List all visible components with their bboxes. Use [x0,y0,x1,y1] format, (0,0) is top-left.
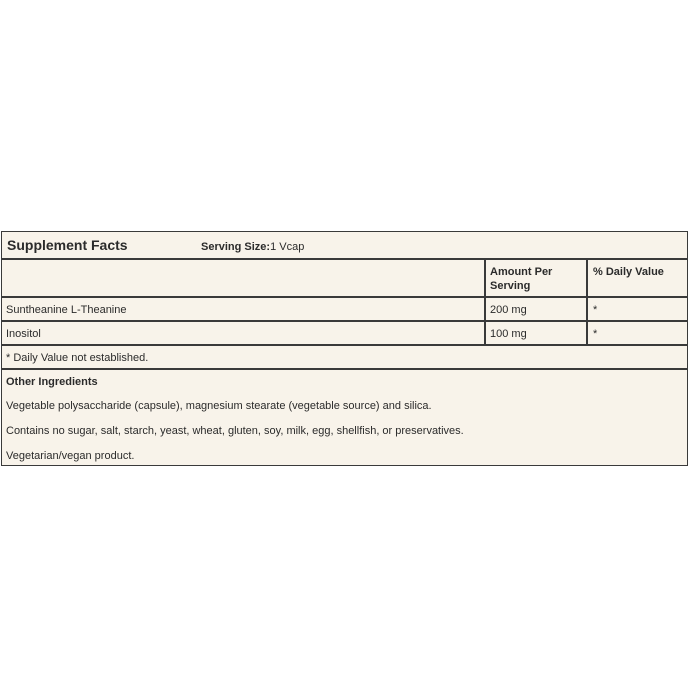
divider-row-2 [2,344,687,346]
divider-row-1 [2,320,687,322]
col-header-amount-line1: Amount Per [490,266,553,278]
other-ingredients-heading: Other Ingredients [6,376,98,388]
col-header-daily-value: % Daily Value [593,266,664,278]
row-dv-1: * [593,304,598,316]
row-amount-2: 100 mg [490,328,527,340]
panel-title: Supplement Facts [7,237,128,253]
row-name-1: Suntheanine L-Theanine [6,304,127,316]
divider-footnote [2,368,687,370]
divider-title [2,258,687,260]
other-ingredients-line-1: Vegetable polysaccharide (capsule), magnesium stearate (vegetable source) and silica. [6,400,432,412]
row-amount-1: 200 mg [490,304,527,316]
footnote: * Daily Value not established. [6,352,149,364]
column-divider-amount [484,259,486,345]
row-dv-2: * [593,328,598,340]
column-divider-dv [586,259,588,345]
other-ingredients-line-3: Vegetarian/vegan product. [6,450,135,462]
serving-size-value: 1 Vcap [270,241,305,253]
serving-size-label: Serving Size: [201,241,271,253]
supplement-facts-panel [1,231,688,466]
divider-header [2,296,687,298]
col-header-amount-line2: Serving [490,280,531,292]
serving-size [201,240,304,254]
row-name-2: Inositol [6,328,41,340]
other-ingredients-line-2: Contains no sugar, salt, starch, yeast, wheat, gluten, soy, milk, egg, shellfish, or preservatives. [6,425,464,437]
